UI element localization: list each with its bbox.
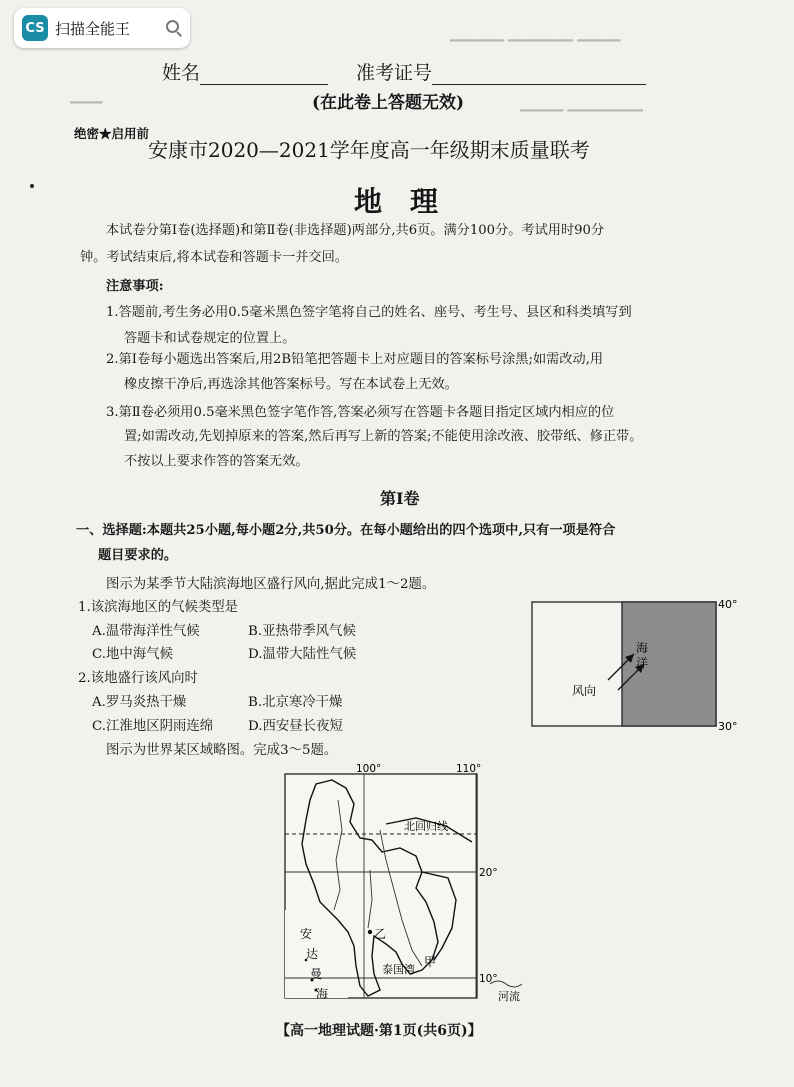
section-title: 第Ⅰ卷 xyxy=(380,489,420,508)
note-3-line-1: 3.第Ⅱ卷必须用0.5毫米黑色签字笔作答,答案必须写在答题卡各题目指定区域内相应的位 xyxy=(106,405,615,420)
note-1-line-1: 1.答题前,考生务必用0.5毫米黑色签字笔将自己的姓名、座号、考生号、县区和科类填写到 xyxy=(106,305,632,320)
secret-mark: 绝密★启用前 xyxy=(74,126,150,141)
subject-title: 地 理 xyxy=(354,185,439,218)
page-footer: 【高一地理试题·第1页(共6页)】 xyxy=(276,1023,482,1039)
exam-number-blank xyxy=(432,64,646,85)
q2-option-d[interactable]: D.西安昼长夜短 xyxy=(248,719,343,734)
group1-intro: 图示为某季节大陆滨海地区盛行风向,据此完成1～2题。 xyxy=(106,577,436,592)
lat-20-label: 20° xyxy=(479,867,498,879)
exam-number-field xyxy=(356,58,646,85)
lat-40-label: 40° xyxy=(718,598,738,611)
scanner-badge[interactable] xyxy=(14,8,190,48)
lat-10-label: 10° xyxy=(479,973,498,985)
note-3-line-3: 不按以上要求作答的答案无效。 xyxy=(124,454,309,469)
exam-number-label: 准考证号 xyxy=(356,62,433,84)
tropic-label: 北回归线 xyxy=(404,820,448,833)
lon-100-label: 100° xyxy=(356,763,382,775)
sea-char-1: 安 xyxy=(300,927,313,941)
q2-option-c[interactable]: C.江淮地区阴雨连绵 xyxy=(92,719,214,734)
notes-heading: 注意事项: xyxy=(106,279,164,294)
q2-option-b[interactable]: B.北京寒冷干燥 xyxy=(248,695,343,710)
camscanner-logo-icon: CS xyxy=(22,15,48,41)
name-label: 姓名 xyxy=(162,62,201,84)
group2-intro: 图示为世界某区域略图。完成3～5题。 xyxy=(106,743,338,758)
point-jia-label: 甲 xyxy=(424,955,437,969)
wind-direction-figure xyxy=(524,594,754,734)
q2-option-a[interactable]: A.罗马炎热干燥 xyxy=(92,695,187,710)
note-3-line-2: 置;如需改动,先划掉原来的答案,然后再写上新的答案;不能使用涂改液、胶带纸、修正带。 xyxy=(124,429,643,444)
point-yi-label: 乙 xyxy=(374,927,387,941)
ocean-label-1: 海洋 xyxy=(636,641,649,670)
wind-label: 风向 xyxy=(572,684,597,698)
sea-char-2: 达 xyxy=(306,947,319,961)
section-desc-line-1: 一、选择题:本题共25小题,每小题2分,共50分。在每小题给出的四个选项中,只有一项是符合 xyxy=(76,523,616,538)
q1-option-a[interactable]: A.温带海洋性气候 xyxy=(92,624,200,639)
intro-line-2: 钟。考试结束后,将本试卷和答题卡一并交回。 xyxy=(80,250,348,265)
q1-option-d[interactable]: D.温带大陆性气候 xyxy=(248,647,357,662)
bleed-through-decoration: ▁▁▁ xyxy=(70,88,103,104)
river-legend-label: 河流 xyxy=(498,990,520,1003)
region-map-figure xyxy=(276,760,538,1006)
exam-title: 安康市2020—2021学年度高一年级期末质量联考 xyxy=(148,138,590,162)
scanner-app-name: 扫描全能王 xyxy=(55,19,131,38)
sea-char-4: 海 xyxy=(316,987,329,1001)
bleed-through-decoration: ▁▁▁▁ ▁▁▁▁▁▁▁ xyxy=(520,96,643,112)
lon-110-label: 110° xyxy=(456,763,482,775)
note-2-line-2: 橡皮擦干净后,再选涂其他答案标号。写在本试卷上无效。 xyxy=(124,377,458,392)
note-2-line-1: 2.第Ⅰ卷每小题选出答案后,用2B铅笔把答题卡上对应题目的答案标号涂黑;如需改动,用 xyxy=(106,352,604,367)
q2-stem: 2.该地盛行该风向时 xyxy=(78,671,198,686)
name-field xyxy=(162,58,328,85)
name-blank xyxy=(200,64,328,85)
section-desc-line-2: 题目要求的。 xyxy=(98,548,178,563)
scan-dot xyxy=(30,184,34,188)
lat-30-label: 30° xyxy=(718,720,738,733)
gulf-label: 泰国湾 xyxy=(382,963,415,976)
point-yi-marker xyxy=(368,930,372,934)
search-icon[interactable] xyxy=(166,20,182,36)
q1-option-c[interactable]: C.地中海气候 xyxy=(92,647,173,662)
q1-option-b[interactable]: B.亚热带季风气候 xyxy=(248,624,356,639)
sea-char-3: 曼 xyxy=(310,967,323,981)
answer-notice: (在此卷上答题无效) xyxy=(312,93,465,113)
intro-line-1: 本试卷分第Ⅰ卷(选择题)和第Ⅱ卷(非选择题)两部分,共6页。满分100分。考试用时90分 xyxy=(106,223,605,238)
bleed-through-decoration: ▁▁▁▁▁ ▁▁▁▁▁▁ ▁▁▁▁ xyxy=(450,26,621,42)
q1-stem: 1.该滨海地区的气候类型是 xyxy=(78,600,239,615)
note-1-line-2: 答题卡和试卷规定的位置上。 xyxy=(124,331,296,346)
